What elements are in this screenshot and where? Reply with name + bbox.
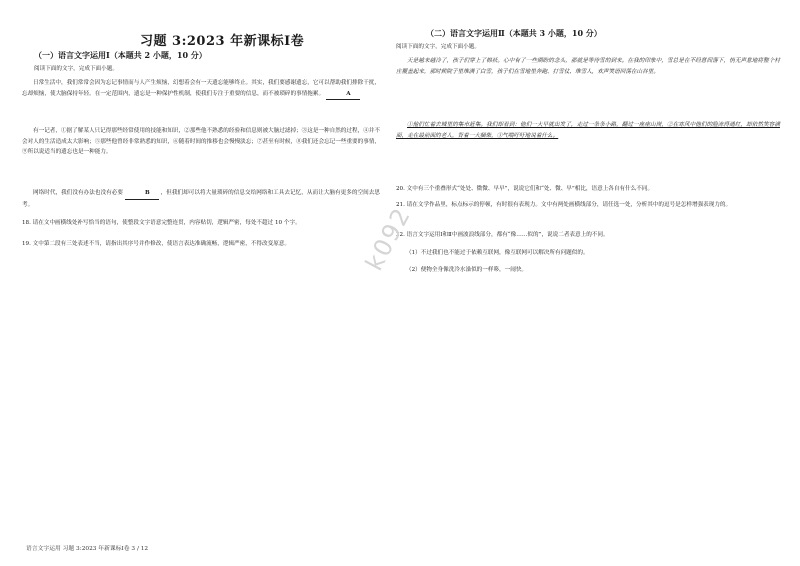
passage-para-3-before: 网络时代，我们没有办法也没有必要	[33, 190, 124, 196]
question-19: 19. 文中第二段有三处表述不当，请指出其序号并作修改，使语言表达准确流畅，逻辑严密，不得改变原意。	[22, 241, 290, 247]
passage-para-1	[22, 78, 380, 100]
passage-para-2: 有一记者，①据了解某人只记得那些经常使用的技能和知识，②那些他不熟悉的经验和信息则被大脑过滤掉；③这是一种自然的过程，④并不会对人的生活造成太大影响；⑤那些他曾经非常熟悉的知识，⑥随着时间的推移也会慢慢淡忘；⑦甚至有时候，⑧我们还会忘记一些重要的事情，⑨所以说适当的遗忘也是一种能力。	[22, 128, 381, 155]
story-para-1: 天是越来越冷了，孩子们穿上了棉袄。心中有了一些期盼的念头，那就是等待雪的到来。在我的印象中，雪总是在不经意间落下，悄无声息地将整个村庄覆盖起来，那时候院子里堆满了白雪，孩子们在雪地里奔跑、打雪仗、堆雪人，欢声笑语回荡在山谷里。	[396, 58, 780, 75]
instruction-right: 阅读下面的文字，完成下面小题。	[396, 44, 480, 50]
instruction-left: 阅读下面的文字，完成下面小题。	[34, 66, 118, 72]
question-22: 22. 语言文字运用Ⅰ和Ⅱ中画波浪线部分，都有“像……似的”，说说二者表意上的不同。	[396, 232, 609, 238]
question-18: 18. 请在文中画横线处补写恰当的语句，使整段文字语意完整连贯，内容贴切，逻辑严密，每处不超过 10 个字。	[22, 220, 301, 226]
question-22-item-1: （1）不过我们也不能过于依赖互联网，像互联网可以解决所有问题似的。	[406, 250, 589, 256]
section-heading-right: （二）语言文字运用Ⅱ（本题共 3 小题，10 分）	[426, 28, 602, 38]
blank-a: A	[326, 89, 360, 101]
blank-b: B	[125, 188, 159, 200]
question-21: 21. 请在文学作品里，标点标示的停顿，有时很有表现力。文中有两处画横线部分，请任选一处，分析其中的逗号是怎样增强表现力的。	[396, 202, 732, 208]
question-20: 20. 文中有三个重叠形式“处处、微微、早早”，说说它们和“处、微、早”相比，语意上各自有什么不同。	[396, 186, 654, 192]
page-footer: 语言文字运用 习题 3:2023 年新课标Ⅰ卷 3 / 12	[26, 546, 149, 552]
passage-para-3-after: ，但我们却可以将大量琐碎的信息交给网络和工具去记忆，从而让大脑有更多的空间去思考。	[22, 190, 380, 208]
story-para-2-text: ①他们忙着去城里的集市赶集。我们却看到：他们一大早就出发了，走过一条条小路，翻过一座座山岗，②在寒风中他们的脸冻得通红，却依然笑容满面，走在最前面的老人，背着一大捆柴，③气喘吁吁地说着什么。	[396, 122, 780, 139]
watermark: k092	[360, 202, 417, 276]
page-title: 习题 3:2023 年新课标Ⅰ卷	[140, 34, 305, 49]
section-heading-left: （一）语言文字运用Ⅰ（本题共 2 小题，10 分）	[34, 50, 207, 60]
passage-para-1-text: 日常生活中，我们常常会因为忘记事情而与人产生烦恼，幻想着会有一天遗忘能够终止。其实，我们要感谢遗忘，它可以帮助我们排除干扰，忘却烦恼，使大脑保持年轻。在一定范围内，遗忘是一种保护性机制，使我们专注于重要的信息，而不被琐碎的事情拖累。	[22, 80, 380, 97]
question-22-item-2: （2）便物全身像洗冷水澡似的一样哆，一闹快。	[406, 267, 528, 273]
story-para-2	[396, 120, 780, 141]
passage-para-3	[22, 188, 380, 210]
